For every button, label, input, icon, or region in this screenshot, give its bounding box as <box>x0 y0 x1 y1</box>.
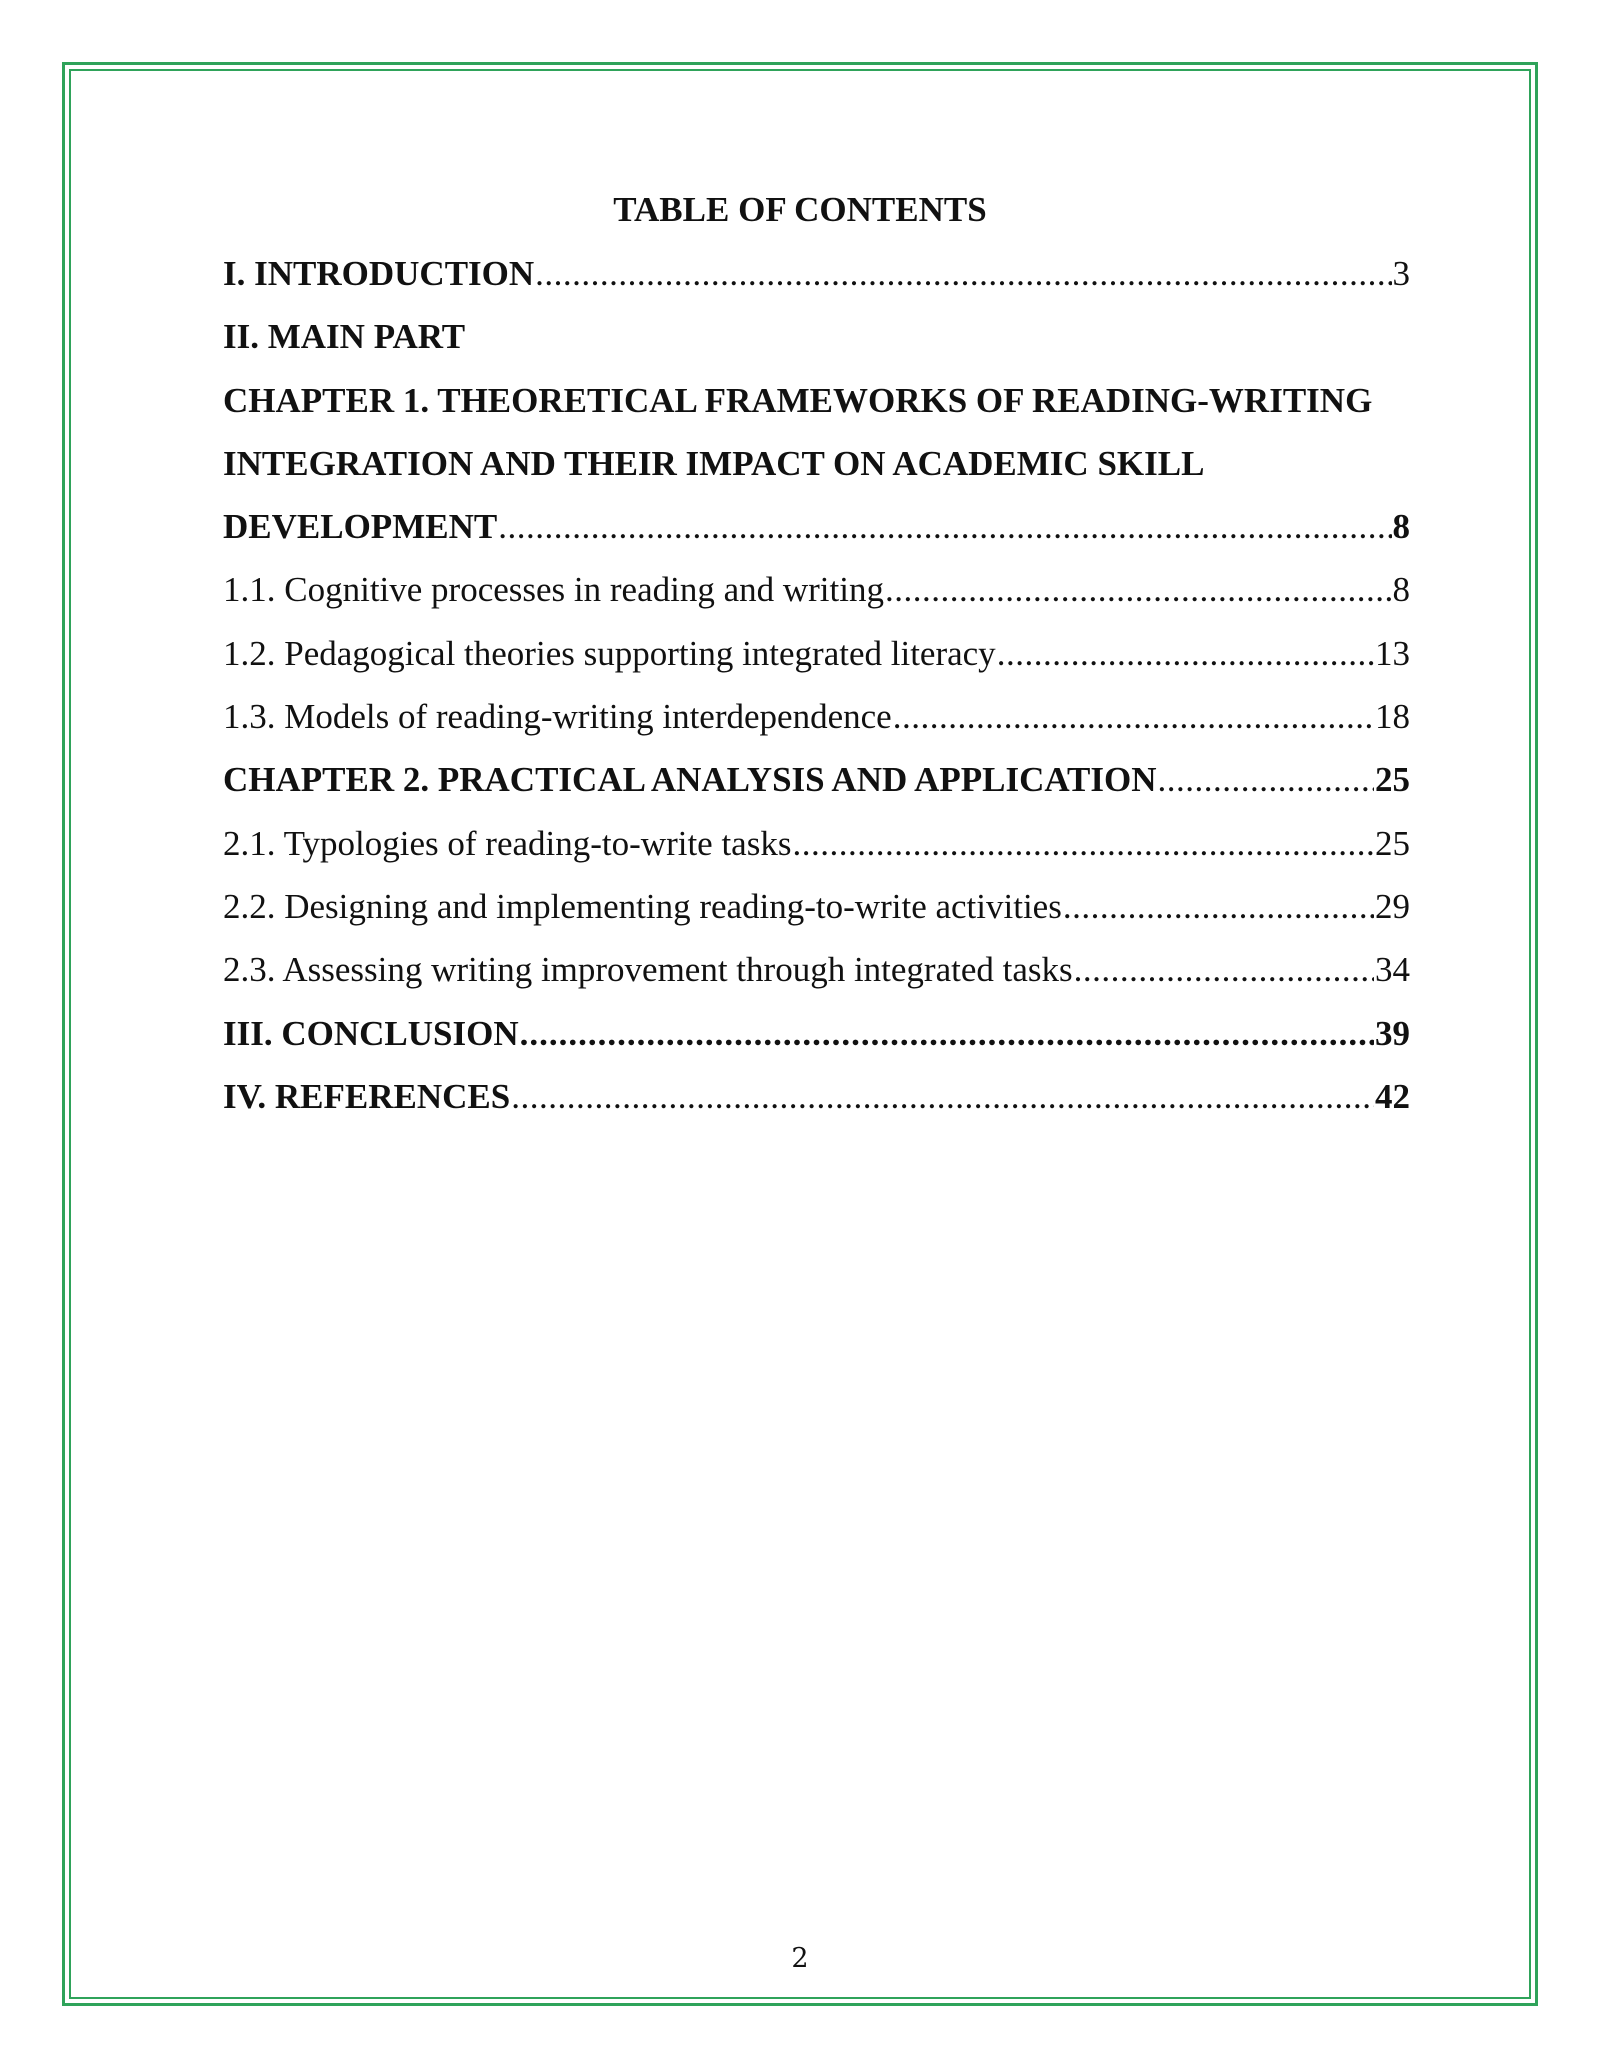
toc-entry-page: 3 <box>1392 254 1410 293</box>
toc-entry-label: CHAPTER 2. PRACTICAL ANALYSIS AND APPLICATION <box>223 760 1157 800</box>
toc-entry-chapter-1-line-2[interactable] <box>223 440 1410 503</box>
toc-entry-page: 39 <box>1375 1013 1410 1053</box>
toc-entry-label: 2.3. Assessing writing improvement through integrated tasks <box>223 950 1073 990</box>
toc-entry-label: 1.2. Pedagogical theories supporting integrated literacy <box>223 633 996 673</box>
toc-entry-page: 29 <box>1375 886 1410 926</box>
dot-leader <box>511 1073 1374 1121</box>
toc-entry-section-1-1[interactable] <box>223 566 1410 629</box>
toc-entry-introduction[interactable] <box>223 250 1410 313</box>
toc-entry-label: 1.3. Models of reading-writing interdependence <box>223 697 892 737</box>
toc-entry-chapter-1-line-3[interactable] <box>223 503 1410 566</box>
toc-entry-label: IV. REFERENCES <box>223 1076 511 1116</box>
toc-entry-label: II. MAIN PART <box>223 317 466 357</box>
toc-entry-label: 1.1. Cognitive processes in reading and writing <box>223 570 884 610</box>
toc-entry-page: 8 <box>1392 507 1410 547</box>
toc-entry-label: DEVELOPMENT <box>223 507 498 547</box>
dot-leader <box>1063 883 1374 931</box>
toc-entry-chapter-2[interactable] <box>223 756 1410 819</box>
toc-entry-section-2-1[interactable] <box>223 820 1410 883</box>
toc-entry-label: III. CONCLUSION <box>223 1013 519 1053</box>
toc-entry-references[interactable] <box>223 1073 1410 1136</box>
toc-entry-chapter-1-line-1[interactable] <box>223 377 1410 440</box>
toc-entry-section-2-2[interactable] <box>223 883 1410 946</box>
dot-leader <box>498 503 1391 551</box>
dot-leader <box>520 1010 1374 1058</box>
toc-entry-section-1-2[interactable] <box>223 630 1410 693</box>
dot-leader <box>1158 756 1375 804</box>
page-number: 2 <box>791 1943 809 1974</box>
toc-entry-label: 2.1. Typologies of reading-to-write tasks <box>223 823 792 863</box>
toc-entry-page: 13 <box>1375 633 1410 673</box>
toc-entry-page: 8 <box>1392 570 1410 610</box>
toc-entry-conclusion[interactable] <box>223 1010 1410 1073</box>
toc-title: TABLE OF CONTENTS <box>613 190 987 229</box>
toc-entry-page: 42 <box>1375 1076 1410 1116</box>
toc-entry-page: 25 <box>1375 823 1410 863</box>
toc-entry-section-1-3[interactable] <box>223 693 1410 756</box>
dot-leader <box>535 250 1391 298</box>
toc-entry-page: 18 <box>1375 697 1410 737</box>
dot-leader <box>997 630 1374 678</box>
dot-leader <box>792 820 1374 868</box>
table-of-contents <box>223 250 1410 1136</box>
dot-leader <box>1074 946 1374 994</box>
toc-entry-label: INTEGRATION AND THEIR IMPACT ON ACADEMIC SKILL <box>223 443 1205 483</box>
toc-entry-label: I. INTRODUCTION <box>223 254 535 293</box>
toc-entry-page: 25 <box>1375 760 1410 800</box>
toc-entry-label: 2.2. Designing and implementing reading-to-write activities <box>223 886 1062 926</box>
dot-leader <box>893 693 1374 741</box>
toc-entry-main-part[interactable] <box>223 313 1410 376</box>
toc-entry-label: CHAPTER 1. THEORETICAL FRAMEWORKS OF READING-WRITING <box>223 380 1373 420</box>
toc-entry-section-2-3[interactable] <box>223 946 1410 1009</box>
toc-entry-page: 34 <box>1375 950 1410 990</box>
dot-leader <box>885 566 1392 614</box>
